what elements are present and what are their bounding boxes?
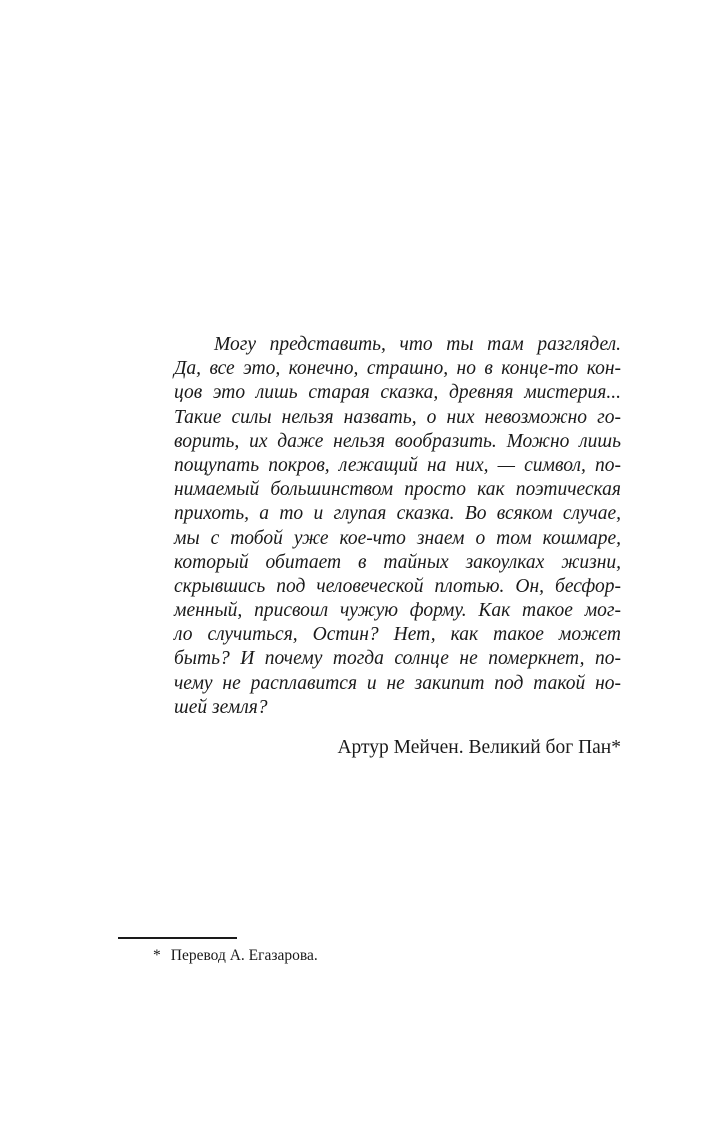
footnote (153, 945, 318, 967)
epigraph-line: пощупать покров, лежащий на них, — символ, по- (174, 454, 621, 476)
epigraph-line: Да, все это, конечно, страшно, но в конце-то кон- (174, 358, 621, 380)
epigraph-line: цов это лишь старая сказка, древняя мистерия... (174, 382, 621, 404)
footnote-marker: * (153, 947, 161, 964)
epigraph-line: ворить, их даже нельзя вообразить. Можно лишь (174, 430, 621, 452)
epigraph-line: мы с тобой уже кое-что знаем о том кошмаре, (174, 527, 621, 549)
epigraph-line: чему не расплавится и не закипит под такой но- (174, 672, 621, 694)
epigraph-line: Такие силы нельзя назвать, о них невозможно го- (174, 406, 621, 428)
epigraph-line: ло случиться, Остин? Нет, как такое может (174, 624, 621, 646)
footnote-divider (118, 937, 237, 939)
epigraph-line: нимаемый большинством просто как поэтическая (174, 479, 621, 501)
epigraph-line: скрывшись под человеческой плотью. Он, бесфор- (174, 575, 621, 597)
epigraph-line: быть? И почему тогда солнце не померкнет, по- (174, 648, 621, 670)
epigraph-attribution: Артур Мейчен. Великий бог Пан* (337, 737, 621, 758)
footnote-text: Перевод А. Егазарова. (170, 947, 318, 964)
epigraph (174, 333, 621, 720)
epigraph-line: менный, присвоил чужую форму. Как такое мог- (174, 600, 621, 622)
epigraph-line: шей земля? (174, 696, 268, 718)
epigraph-line: который обитает в тайных закоулках жизни, (174, 551, 621, 573)
epigraph-line: Могу представить, что ты там разглядел. (214, 334, 621, 355)
epigraph-line: прихоть, а то и глупая сказка. Во всяком случае, (174, 503, 621, 525)
